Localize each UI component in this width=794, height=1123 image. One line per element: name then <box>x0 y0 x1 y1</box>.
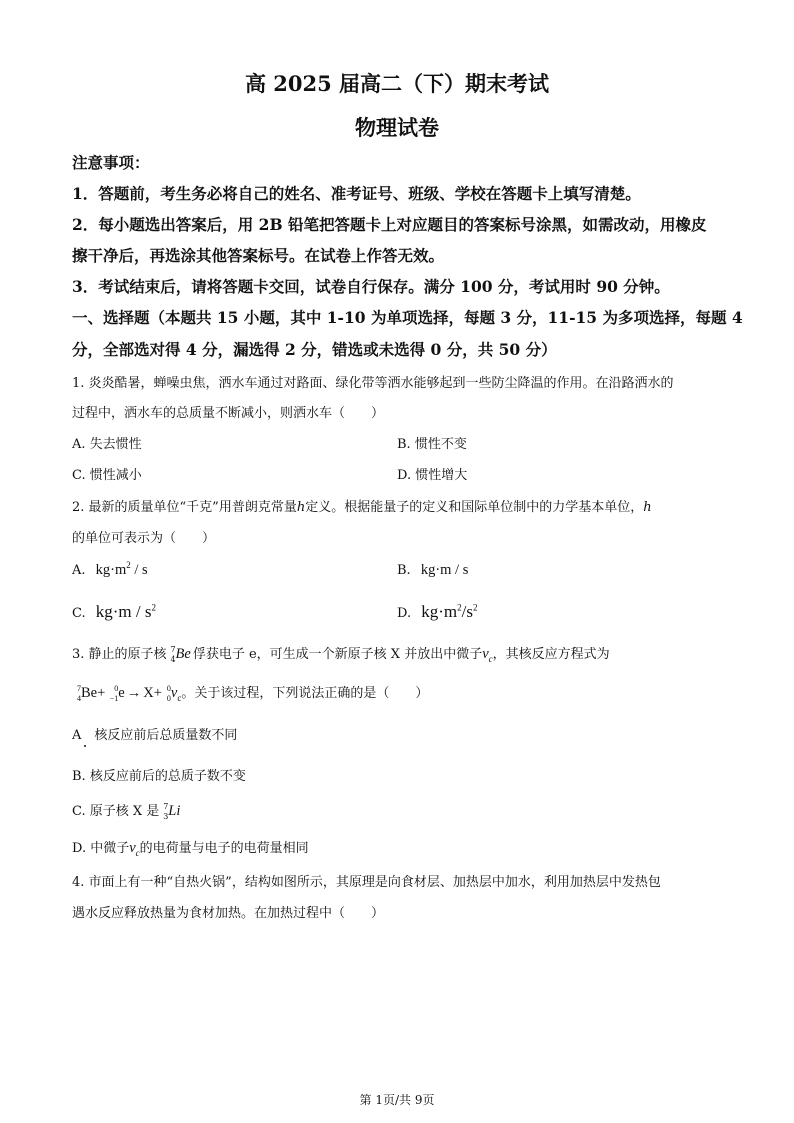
q3-option-d-part2: 的电荷量与电子的电荷量相同 <box>139 841 309 856</box>
q3-equation-line <box>72 682 727 705</box>
q1-stem-line1: 1. 炎炎酷暑，蝉噪虫焦，洒水车通过对路面、绿化带等洒水能够起到一些防尘降温的作用。在沿路洒水的 <box>72 376 674 391</box>
q1-stem-line2: 过程中，洒水车的总质量不断减小，则洒水车（ ） <box>72 406 385 421</box>
q3-be-nuclide: 7 4 <box>170 644 176 664</box>
q2-option-d-base: kg·m <box>421 602 458 621</box>
q2-option-a-base: kg·m <box>95 562 127 578</box>
q2-option-c-base: kg·m / s <box>95 602 152 621</box>
q3-be-symbol: Be <box>175 646 191 662</box>
notice-heading: 注意事项： <box>72 153 150 172</box>
q2-stem-part1: 2. 最新的质量单位“千克”用普朗克常量 <box>72 500 297 515</box>
q3-li-symbol: Li <box>168 803 181 819</box>
q3-stem-part2: 俘获电子 e，可生成一个新原子核 X 并放出中微子 <box>192 647 483 662</box>
q2-option-c-exp: 2 <box>151 602 156 613</box>
q2-option-a-exp: 2 <box>126 560 131 571</box>
q2-option-d-exp2: 2 <box>472 602 478 613</box>
q2-option-d-exp1: 2 <box>457 602 462 613</box>
q2-option-c-label: C. <box>72 606 86 621</box>
notice-item-2-cont: 擦干净后，再选涂其他答案标号。在试卷上作答无效。 <box>72 246 445 265</box>
q3-option-a: A 核反应前后总质量数不同 <box>72 728 238 743</box>
q2-option-a-label: A. <box>72 563 86 578</box>
q3-option-d-neutrino: $\nu_c$ <box>129 840 140 858</box>
q2-option-b <box>397 562 468 579</box>
q2-stem-line1 <box>72 496 727 515</box>
page-number-footer: 第 1页/共 9页 <box>359 1093 435 1107</box>
q3-li-nuclide: 7 3 <box>163 801 169 821</box>
notice-item-2: 2．每小题选出答案后，用 2B 铅笔把答题卡上对应题目的答案标号涂黑，如需改动，用橡皮 <box>72 215 707 234</box>
q2-option-a <box>72 562 148 579</box>
stray-dot-mark <box>84 745 86 747</box>
q3-stem-part1: 3. 静止的原子核 <box>72 647 167 662</box>
q2-option-d-label: D. <box>397 606 412 621</box>
q2-option-b-label: B. <box>397 563 411 578</box>
q2-option-a-tail: / s <box>130 562 148 578</box>
q2-h-symbol: h <box>296 500 306 515</box>
q3-option-d <box>72 837 309 857</box>
q3-option-c-text: C. 原子核 X 是 <box>72 804 160 819</box>
q3-option-b: B. 核反应前后的总质子数不变 <box>72 769 246 784</box>
notice-item-3: 3．考试结束后，请将答题卡交回，试卷自行保存。满分 100 分，考试用时 90 分钟。 <box>72 277 670 296</box>
section-heading-line1: 一、选择题（本题共 15 小题，其中 1-10 为单项选择，每题 3 分，11-15 为多项选择，每题 4 <box>72 308 743 327</box>
q1-option-a: A. 失去惯性 <box>72 437 142 452</box>
q1-option-c: C. 惯性减小 <box>72 468 142 483</box>
q3-stem-line1 <box>72 643 727 666</box>
q2-stem-line2: 的单位可表示为（ ） <box>72 531 216 546</box>
exam-title: 高 2025 届高二（下）期末考试 <box>244 71 550 96</box>
q2-option-d-mid: /s <box>461 602 473 621</box>
notice-item-1: 1．答题前，考生务必将自己的姓名、准考证号、班级、学校在答题卡上填写清楚。 <box>72 184 641 203</box>
exam-subject: 物理试卷 <box>355 115 439 140</box>
q1-option-d: D. 惯性增大 <box>397 468 468 483</box>
q4-stem-line1: 4. 市面上有一种“自热火锅”，结构如图所示，其原理是向食材层、加热层中加水，利用加热层中发热包 <box>72 875 661 890</box>
section-heading-line2: 分，全部选对得 4 分，漏选得 2 分，错选或未选得 0 分，共 50 分） <box>72 340 557 359</box>
q3-reaction-equation: 7 4 Be+ 0 −1 e → X+ 0 0 $\nu_c$ <box>77 683 182 703</box>
q2-option-b-unit: kg·m / s <box>420 562 469 578</box>
q4-stem-line2: 遇水反应释放热量为食材加热。在加热过程中（ ） <box>72 906 385 921</box>
q2-option-c <box>72 602 156 622</box>
q3-neutrino-symbol: $\nu_c$ <box>482 646 493 664</box>
q2-stem-part2: 定义。根据能量子的定义和国际单位制中的力学基本单位， <box>305 500 644 515</box>
q2-h-symbol-end: h <box>643 500 652 515</box>
q3-stem-tail: 。关于该过程，下列说法正确的是（ ） <box>181 686 429 701</box>
q1-option-b: B. 惯性不变 <box>397 437 467 452</box>
q3-option-d-part1: D. 中微子 <box>72 841 130 856</box>
q3-option-c <box>72 800 180 823</box>
q2-option-d <box>397 602 477 622</box>
q3-stem-part3: ，其核反应方程式为 <box>492 647 610 662</box>
